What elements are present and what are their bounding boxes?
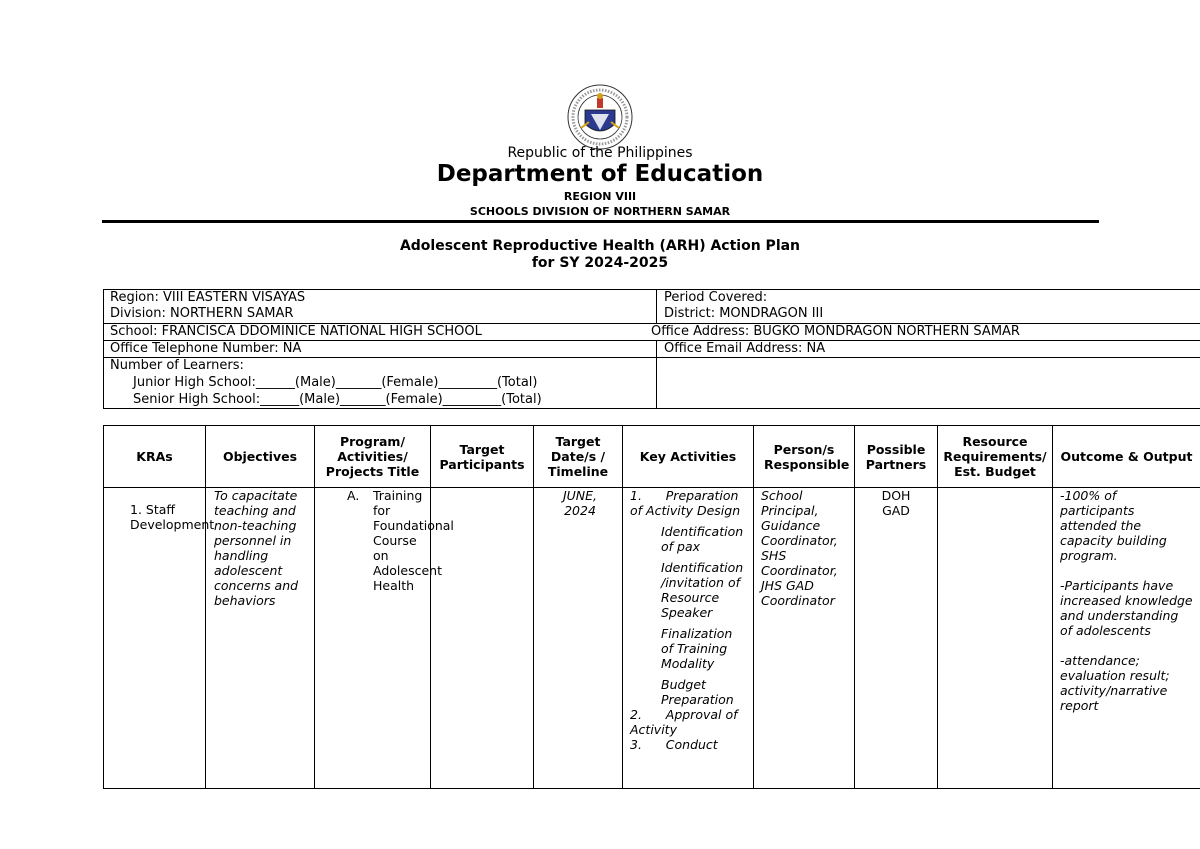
activity-substep: Budget Preparation (661, 677, 734, 707)
outcome-item: -100% of participants attended the capacity building program. (1060, 488, 1167, 563)
address-field: Office Address: BUGKO MONDRAGON NORTHERN SAMAR (651, 324, 1020, 339)
deped-seal-logo (567, 84, 633, 150)
activity-substep: Finalization of Training Modality (661, 626, 733, 671)
header-divider (102, 220, 1099, 223)
header-program: Program/ Activities/ Projects Title (315, 426, 431, 488)
table-header-row (104, 426, 1200, 488)
program-cell (315, 488, 454, 789)
jhs-learners-field: Junior High School:______(Male)_______(Female)_________(Total) (133, 375, 538, 390)
activity-substep: Identification of pax (661, 524, 744, 554)
header-resource-budget: Resource Requirements/ Est. Budget (938, 426, 1053, 488)
outcome-cell (1053, 488, 1200, 789)
schools-division-label: SCHOOLS DIVISION OF NORTHERN SAMAR (469, 205, 731, 218)
plan-school-year: for SY 2024-2025 (531, 255, 669, 271)
region-field: Region: VIII EASTERN VISAYAS (110, 290, 306, 305)
objective-text: To capacitate teaching and non-teaching personnel in handling adolescent concerns and behaviors (214, 488, 299, 608)
district-field: District: MONDRAGON III (664, 306, 824, 321)
shs-learners-field: Senior High School:______(Male)_______(Female)_________(Total) (133, 392, 542, 407)
kra-cell (104, 488, 215, 789)
header-kras: KRAs (104, 426, 206, 488)
school-field: School: FRANCISCA DDOMINICE NATIONAL HIGH SCHOOL (110, 324, 482, 339)
activity-step-1: 1. Preparation of Activity Design (630, 488, 743, 518)
division-field: Division: NORTHERN SAMAR (110, 306, 294, 321)
partners-cell (855, 488, 938, 789)
header-target-participants: Target Participants (431, 426, 534, 488)
target-date-cell (534, 488, 623, 789)
outcome-item: -attendance; evaluation result; activity/narrative report (1060, 653, 1170, 713)
header-outcome-output: Outcome & Output (1053, 426, 1200, 488)
activity-step-2: 2. Approval of Activity (630, 707, 742, 737)
person-responsible-text: School Principal, Guidance Coordinator, SHS Coordinator, JHS GAD Coordinator (761, 488, 838, 608)
email-field: Office Email Address: NA (664, 341, 826, 356)
objective-cell (206, 488, 315, 789)
learners-label: Number of Learners: (110, 358, 244, 373)
school-info-box (103, 289, 1200, 409)
activity-step-3: 3. Conduct (630, 737, 718, 752)
resource-budget-cell (938, 488, 1053, 789)
key-activities-cell (623, 488, 754, 789)
header-target-dates: Target Date/s / Timeline (534, 426, 623, 488)
target-date-text: JUNE, 2024 (562, 488, 598, 518)
period-field: Period Covered: (664, 290, 768, 305)
region-label: REGION VIII (563, 190, 637, 203)
program-text: Training for Foundational Course on Adolescent Health (373, 488, 454, 593)
header-objectives: Objectives (206, 426, 315, 488)
program-marker: A. (347, 488, 360, 503)
action-plan-table (103, 425, 1200, 789)
header-possible-partners: Possible Partners (855, 426, 938, 488)
activity-substep: Identification /invitation of Resource Speaker (661, 560, 744, 620)
header-key-activities: Key Activities (623, 426, 754, 488)
department-title: Department of Education (436, 161, 764, 187)
partner-doh: DOH (881, 488, 911, 503)
republic-label: Republic of the Philippines (507, 145, 693, 161)
outcome-item: -Participants have increased knowledge and understanding of adolescents (1060, 578, 1193, 638)
telephone-field: Office Telephone Number: NA (110, 341, 302, 356)
plan-title: Adolescent Reproductive Health (ARH) Action Plan (399, 238, 801, 254)
person-responsible-cell (754, 488, 855, 789)
header-person-responsible: Person/s Responsible (754, 426, 855, 488)
partner-gad: GAD (882, 503, 910, 518)
kra-text: 1. Staff Development (130, 502, 215, 532)
table-row (104, 488, 1200, 789)
